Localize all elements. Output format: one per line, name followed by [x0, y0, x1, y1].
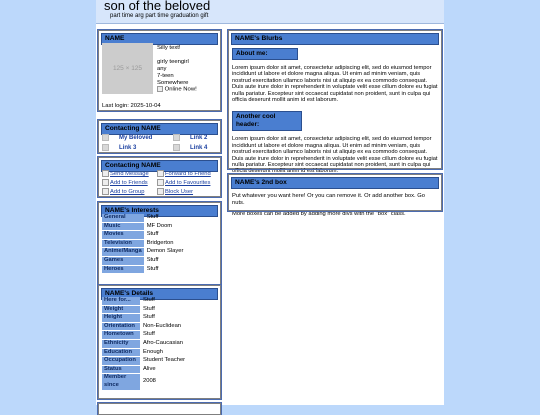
row-value: Stuff [146, 214, 159, 220]
row-key: General [102, 214, 144, 222]
online-label: Online Now! [164, 86, 197, 93]
checkbox-icon [173, 134, 180, 141]
row-key: Weight [102, 306, 140, 314]
row-value: Non-Euclidean [143, 322, 182, 329]
second-box-line: More boxes can be added by adding more divs with the "box" class. [232, 211, 406, 217]
about-me-text: Lorem ipsum dolor sit amet, consectetur adipiscing elit, sed do eiusmod tempor incididunt ut labore et dolore magna aliqua. Ut enim ad minim veniam, quis nostrud exercitation ullamco laboris nisi ut aliquip ex ea commodo consequat. Duis aute irure dolor in reprehenderit in voluptate velit esse cillum dolore eu fugiat nulla pariatur. Excepteur sint occaecat cupidatat non proident, sunt in culpa qui officia deserunt mollit anim id est laborum. [232, 65, 438, 104]
row-value: 2008 [143, 378, 156, 385]
interests-header: NAME's Interests [101, 205, 218, 217]
profile-line: Silly text! [157, 45, 181, 51]
block-user-link[interactable] [157, 188, 193, 195]
row-key: Height [102, 314, 140, 322]
row-key: Anime/Manga [104, 248, 142, 255]
row-value: Stuff [143, 331, 155, 338]
profile-line: any [157, 65, 167, 72]
row-key: Games [102, 257, 144, 265]
profile-photo: 125 × 125 [102, 43, 153, 94]
second-box-header: NAME's 2nd box [231, 177, 439, 189]
blurbs-header: NAME's Blurbs [231, 33, 439, 45]
contact-link-label: Link 4 [190, 145, 208, 152]
second-box-text [229, 189, 441, 222]
row-key: Heroes [102, 266, 144, 274]
blurbs-box [228, 30, 442, 175]
checkbox-icon [102, 144, 109, 151]
table-row [102, 231, 186, 239]
row-value: Enough [143, 348, 163, 355]
contacting-box [98, 120, 221, 153]
row-value: MF Doom [146, 222, 173, 229]
last-login: Last login: 2025-10-04 [102, 103, 161, 109]
mail-icon [102, 170, 109, 177]
row-key: Orientation [102, 323, 140, 331]
table-row [102, 223, 186, 231]
site-title: son of the beloved [104, 0, 211, 13]
group-icon [102, 188, 109, 195]
table-row [102, 331, 188, 339]
contact-link-2[interactable] [173, 134, 207, 141]
profile-box [98, 30, 221, 111]
row-value: Demon Slayer [146, 248, 184, 255]
row-key: Occupation [102, 357, 140, 365]
row-key: Here for... [102, 297, 140, 305]
send-message-link[interactable] [102, 170, 149, 177]
table-row [102, 323, 188, 331]
profile-header: NAME [101, 33, 218, 45]
add-to-favourites-link[interactable] [157, 179, 210, 186]
details-table [102, 296, 188, 391]
table-row [102, 214, 186, 222]
add-to-friends-link[interactable] [102, 179, 148, 186]
row-key: Status [102, 366, 140, 374]
details-box [98, 285, 221, 399]
details-header: NAME's Details [101, 288, 218, 300]
forward-to-friend-link[interactable] [157, 170, 211, 177]
table-row [102, 257, 186, 265]
table-row [102, 314, 188, 322]
table-row [102, 340, 188, 348]
forward-icon [157, 170, 164, 177]
contact-link-3[interactable] [102, 144, 136, 151]
star-icon [157, 179, 164, 186]
row-key: Member since [102, 374, 140, 389]
row-value: Student Teacher [143, 357, 186, 364]
table-row [102, 357, 188, 365]
action-label: Send Message [110, 171, 149, 178]
table-row [102, 240, 186, 248]
interests-table [102, 213, 186, 274]
site-header [96, 0, 444, 24]
profile-line: girly teengirl [157, 58, 189, 65]
table-row [102, 266, 186, 274]
action-label: Block User [165, 189, 194, 196]
row-value: Afro-Caucasian [143, 339, 183, 346]
checkbox-icon [173, 144, 180, 151]
contact-actions-box [98, 157, 221, 197]
row-value: Alive [143, 365, 156, 372]
row-key: Music [102, 223, 144, 231]
contacting-header: Contacting NAME [101, 123, 218, 135]
action-label: Add to Friends [110, 180, 148, 187]
checkbox-icon [102, 134, 109, 141]
contact-actions-header: Contacting NAME [101, 160, 218, 172]
row-key: Education [102, 349, 140, 357]
table-row [102, 349, 188, 357]
table-row [102, 297, 188, 305]
add-friend-icon [102, 179, 109, 186]
table-row [102, 306, 188, 314]
contact-link-label: My Beloved [119, 135, 153, 142]
cool-header: Another cool header: [232, 111, 302, 131]
row-value: Stuff [146, 256, 159, 263]
contact-link-4[interactable] [173, 144, 207, 151]
contact-link-label: Link 2 [190, 135, 208, 142]
site-subtitle: part time arg part time graduation gift [110, 13, 209, 19]
row-value: Stuff [143, 314, 155, 321]
cool-text: Lorem ipsum dolor sit amet, consectetur adipiscing elit, sed do eiusmod tempor incididunt ut labore et dolore magna aliqua. Ut enim ad minim veniam, quis nostrud exercitation ullamco laboris nisi ut aliquip ex ea commodo consequat. Duis aute irure dolor in reprehenderit in voluptate velit esse cillum dolore eu fugiat nulla pariatur. Excepteur sint occaecat cupidatat non proident, sunt in culpa qui officia deserunt mollit anim id est laborum. [232, 136, 438, 175]
about-me-header: About me: [232, 48, 298, 60]
row-value: Stuff [146, 231, 159, 238]
action-label: Forward to Friend [165, 171, 211, 178]
table-row [102, 366, 188, 374]
contact-link-label: Link 3 [119, 145, 137, 152]
action-label: Add to Favourites [165, 180, 211, 187]
online-icon [157, 86, 163, 92]
second-box [228, 174, 442, 217]
row-key: Ethnicity [102, 340, 140, 348]
row-value: Stuff [143, 305, 155, 312]
profile-line: Somewhere [157, 79, 189, 86]
block-icon [157, 188, 164, 195]
second-box-line: Put whatever you want here! Or you can remove it. Or add another box. Go nuts. [232, 193, 426, 206]
row-value: Stuff [143, 297, 155, 303]
table-row [102, 374, 188, 389]
table-row [102, 248, 186, 256]
profile-line [157, 52, 197, 59]
row-value: Stuff [146, 265, 159, 272]
online-status [157, 86, 197, 93]
page-sheet [96, 24, 444, 405]
action-label: Add to Group [110, 189, 145, 196]
profile-info [157, 45, 197, 94]
add-to-group-link[interactable] [102, 188, 144, 195]
row-value: Bridgerton [146, 239, 174, 246]
row-key: Hometown [102, 331, 140, 339]
profile-line: 7-teen [157, 72, 174, 79]
row-key: Television [102, 240, 144, 248]
contact-link-1[interactable] [102, 134, 152, 141]
row-key: Movies [102, 231, 144, 239]
